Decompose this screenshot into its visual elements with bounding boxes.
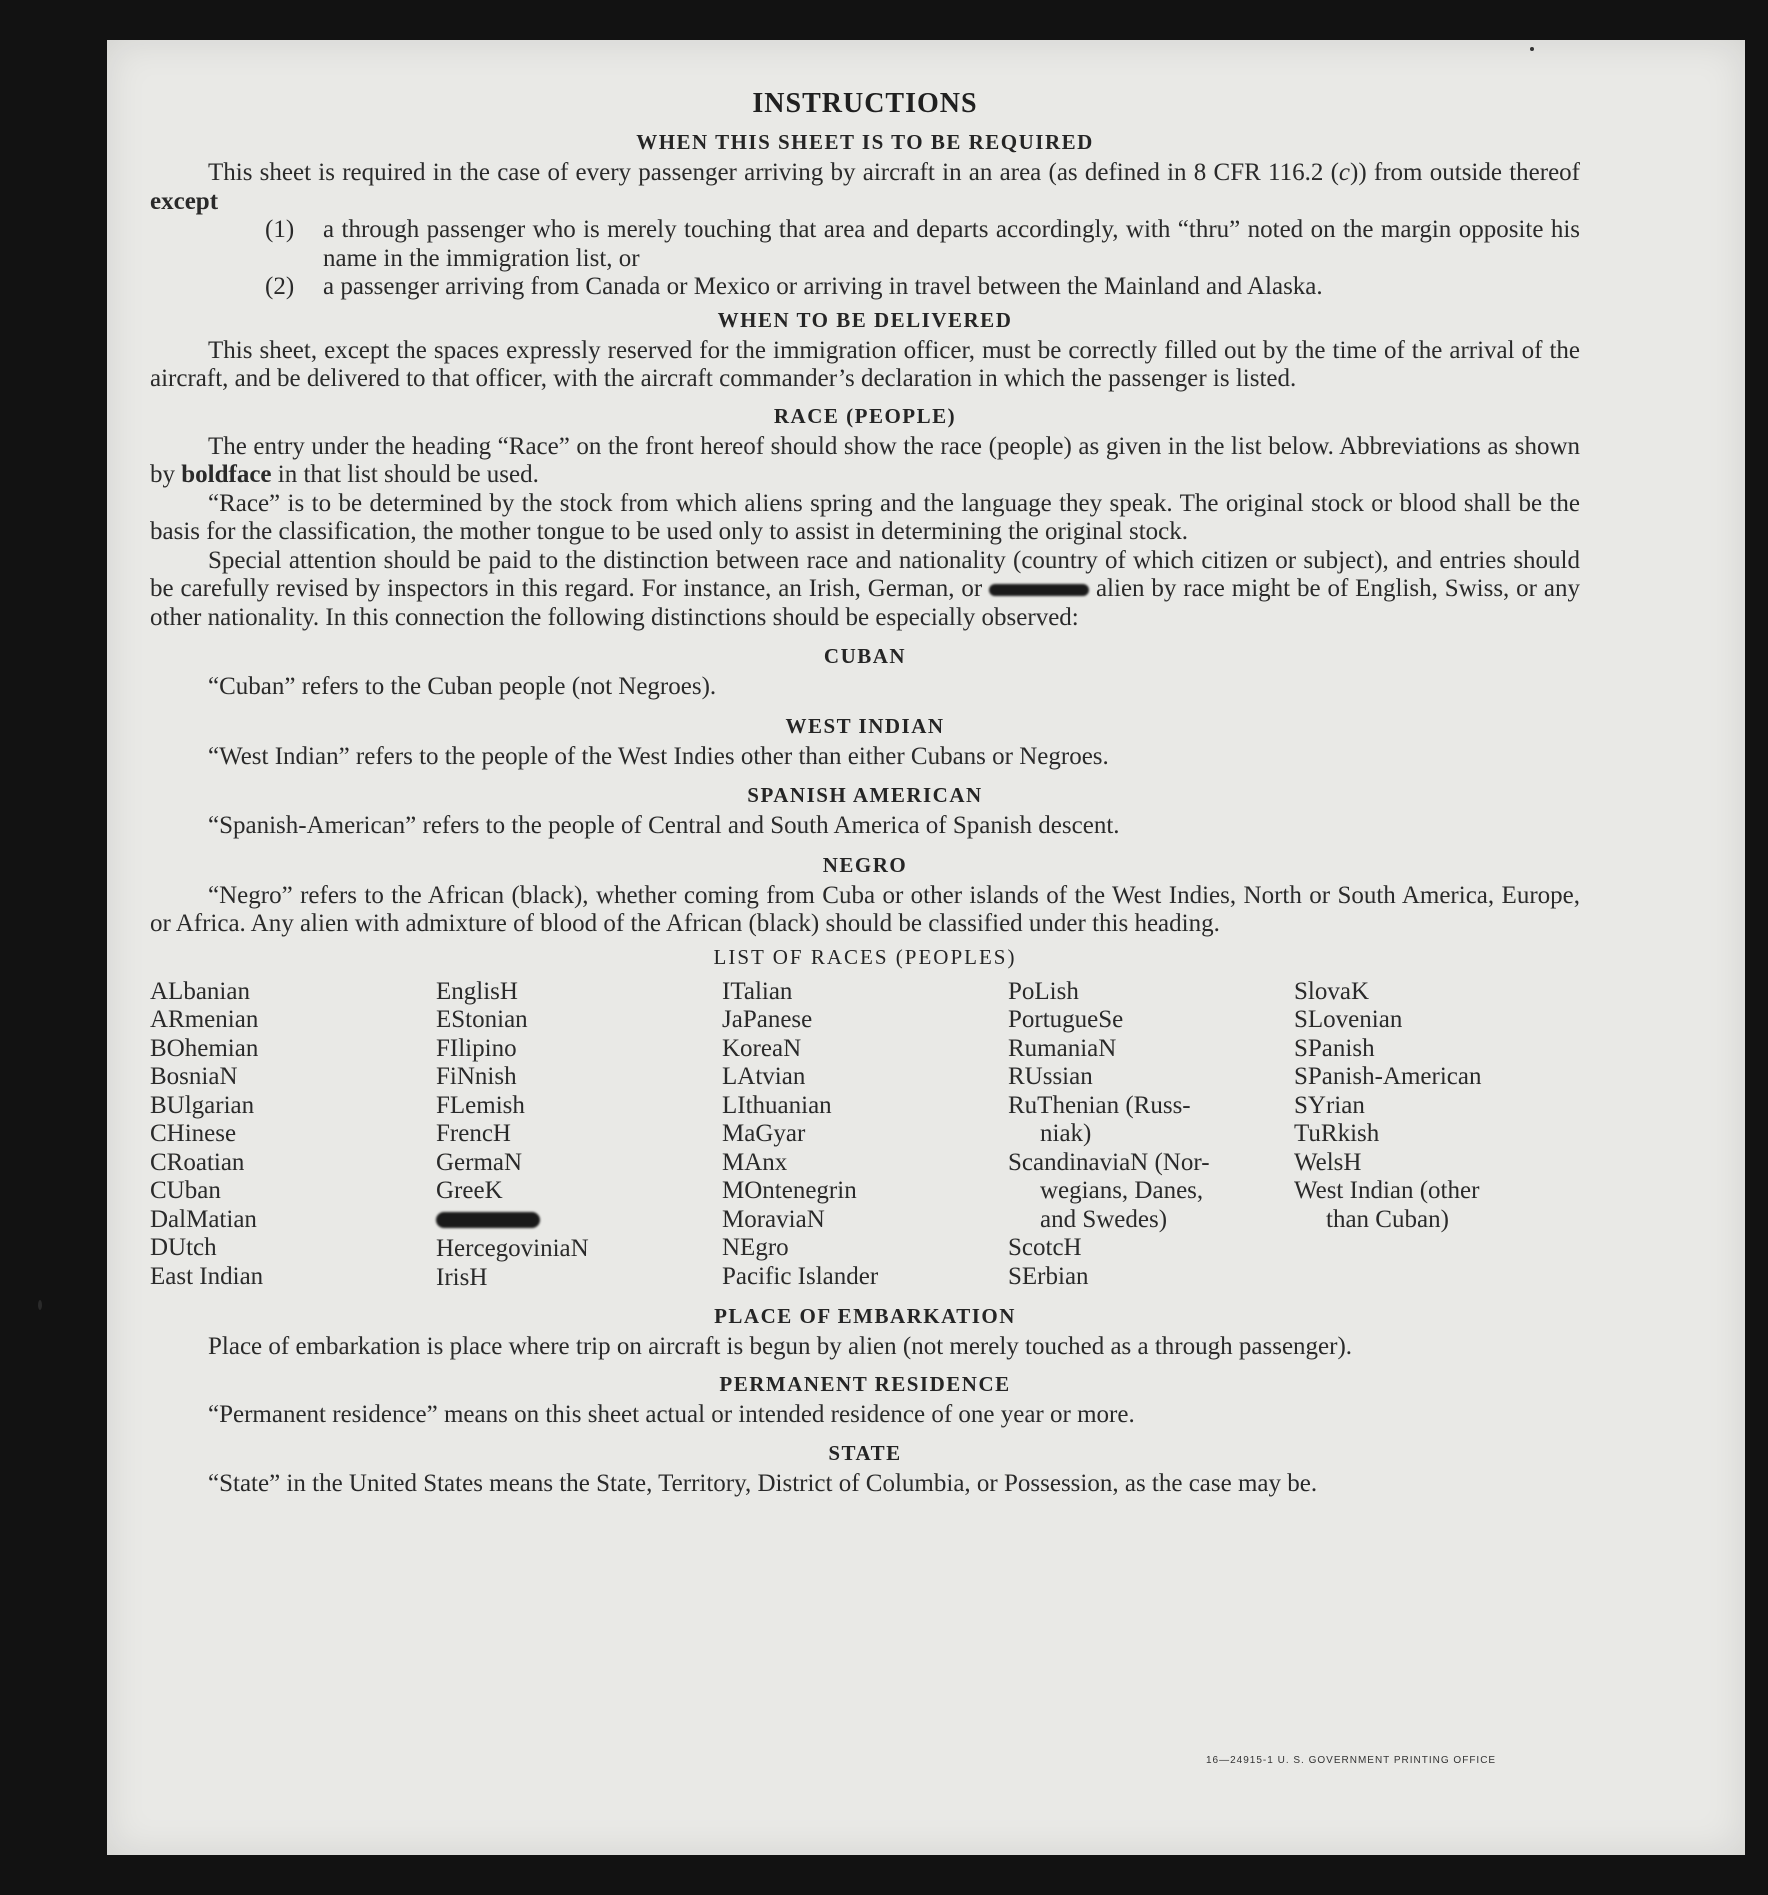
race-entry: SlovaK xyxy=(1294,977,1369,1005)
edge-speck xyxy=(38,1300,42,1310)
heading-spanish-american: SPANISH AMERICAN xyxy=(747,783,983,807)
race-entry: TuRkish xyxy=(1294,1120,1380,1147)
heading-delivered: WHEN TO BE DELIVERED xyxy=(717,307,1013,332)
list-item: (2) a passenger arriving from Canada or Mexico or arriving in travel between the Mainland and Alaska. xyxy=(265,273,1323,300)
race-entry: SPanish xyxy=(1294,1034,1375,1062)
cuban-text: “Cuban” refers to the Cuban people (not Negroes). xyxy=(208,673,717,700)
state-text: “State” in the United States means the State, Territory, District of Columbia, or Possession, as the case may be. xyxy=(208,1470,1318,1497)
race-entry: WelsH xyxy=(1294,1148,1362,1176)
heading-negro: NEGRO xyxy=(822,852,908,877)
race-entry: FiNnish xyxy=(436,1063,517,1090)
redaction-mark xyxy=(436,1212,540,1228)
heading-embarkation: PLACE OF EMBARKATION xyxy=(714,1304,1016,1328)
race-entry: ALbanian xyxy=(150,977,250,1005)
race-entry: IrisH xyxy=(436,1263,488,1291)
race-entry: SErbian xyxy=(1008,1262,1089,1290)
delivered-text: This sheet, except the spaces expressly reserved for the immigration officer, must be correctly filled out by the time of the arrival of the aircraft, and be delivered to that officer, with the aircraft commander’s declaration in which the passenger is listed. xyxy=(150,336,1580,392)
heading-cuban: CUBAN xyxy=(823,644,907,668)
edge-speck xyxy=(1530,47,1534,51)
race-entry: PoLish xyxy=(1008,977,1079,1005)
races-column-5 xyxy=(1294,978,1580,1293)
race-entry: FLemish xyxy=(436,1091,525,1119)
race-entry: MOntenegrin xyxy=(722,1177,857,1204)
race-entry-continued: than Cuban) xyxy=(1326,1205,1449,1233)
race-entry: GreeK xyxy=(436,1177,503,1204)
race-entry: MaGyar xyxy=(722,1120,806,1147)
residence-text: “Permanent residence” means on this sheet actual or intended residence of one year or more. xyxy=(208,1400,1135,1428)
heading-permanent-residence: PERMANENT RESIDENCE xyxy=(719,1371,1011,1396)
race-entry: CHinese xyxy=(150,1120,237,1147)
race-entry: MAnx xyxy=(722,1148,788,1176)
race-entry-continued: niak) xyxy=(1040,1120,1092,1147)
race-entry: Pacific Islander xyxy=(722,1262,879,1290)
race-entry: NEgro xyxy=(722,1234,789,1261)
list-item: (1) a through passenger who is merely touching that area and departs accordingly, with “thru” noted on the margin opposite his name in the immigration list, or xyxy=(265,216,1580,272)
race-paragraph-3: Special attention should be paid to the distinction between race and nationality (country of which citizen or subject), and entries should be carefully revised by inspectors in this regard. For instance, an Irish, German, or alien by race might be of English, Swiss, or any other nationality. In this connection the following distinctions should be especially observed: xyxy=(150,546,1580,631)
race-entry: LAtvian xyxy=(722,1063,806,1090)
race-entry: RUssian xyxy=(1008,1063,1093,1090)
race-paragraph-2: “Race” is to be determined by the stock from which aliens spring and the language they speak. The original stock or blood shall be the basis for the classification, the mother tongue to be used only to assist in determining the original stock. xyxy=(150,489,1580,545)
race-entry: ITalian xyxy=(722,977,793,1005)
race-entry: RumaniaN xyxy=(1008,1034,1117,1062)
race-entry: SLovenian xyxy=(1294,1006,1403,1033)
races-list xyxy=(150,978,1580,1293)
race-entry: East Indian xyxy=(150,1262,264,1290)
race-entry: BOhemian xyxy=(150,1034,259,1062)
race-entry: EStonian xyxy=(436,1006,528,1033)
race-entry: MoraviaN xyxy=(722,1205,825,1233)
race-entry: CUban xyxy=(150,1177,221,1204)
heading-required: WHEN THIS SHEET IS TO BE REQUIRED xyxy=(636,130,1094,154)
spanish-american-text: “Spanish-American” refers to the people of Central and South America of Spanish descent. xyxy=(208,812,1120,839)
heading-west-indian: WEST INDIAN xyxy=(785,713,945,738)
race-entry: West Indian (other xyxy=(1294,1177,1480,1204)
printer-imprint: 16—24915-1 U. S. GOVERNMENT PRINTING OFFICE xyxy=(1206,1755,1497,1766)
races-column-3 xyxy=(722,978,1008,1293)
race-paragraph-1: The entry under the heading “Race” on the front hereof should show the race (people) as given in the list below. Abbreviations as shown by boldface in that list should be used. xyxy=(150,432,1580,488)
race-entry: BUlgarian xyxy=(150,1091,255,1119)
race-entry: DalMatian xyxy=(150,1205,257,1233)
required-intro: This sheet is required in the case of every passenger arriving by aircraft in an area (as defined in 8 CFR 116.2 (c)) from outside thereof except xyxy=(150,159,1580,215)
race-entry: HercegoviniaN xyxy=(436,1235,589,1262)
race-entry: CRoatian xyxy=(150,1148,245,1176)
instructions-content xyxy=(150,88,1580,1499)
race-entry: ScotcH xyxy=(1008,1234,1082,1261)
race-entry-continued: and Swedes) xyxy=(1040,1205,1168,1233)
race-entry: SPanish-American xyxy=(1294,1063,1482,1090)
races-column-2 xyxy=(436,978,722,1293)
race-entry: PortugueSe xyxy=(1008,1006,1124,1033)
race-entry: LIthuanian xyxy=(722,1091,832,1119)
races-column-4 xyxy=(1008,978,1294,1293)
race-entry: GermaN xyxy=(436,1148,523,1176)
race-entry: SYrian xyxy=(1294,1091,1365,1119)
race-entry: ARmenian xyxy=(150,1006,259,1033)
race-entry: RuThenian (Russ- xyxy=(1008,1091,1191,1119)
race-entry: JaPanese xyxy=(722,1006,813,1033)
negro-text: “Negro” refers to the African (black), whether coming from Cuba or other islands of the West Indies, North or South America, Europe, or Africa. Any alien with admixture of blood of the African (black) should be classified under this heading. xyxy=(150,881,1580,937)
race-entry: DUtch xyxy=(150,1234,217,1261)
race-entry: KoreaN xyxy=(722,1034,802,1062)
heading-race: RACE (PEOPLE) xyxy=(773,403,957,428)
heading-list-of-races: LIST OF RACES (PEOPLES) xyxy=(713,944,1017,969)
race-entry: BosniaN xyxy=(150,1063,238,1090)
heading-state: STATE xyxy=(828,1441,902,1465)
page-title: INSTRUCTIONS xyxy=(752,88,978,119)
west-indian-text: “West Indian” refers to the people of the West Indies other than either Cubans or Negroes. xyxy=(208,742,1109,770)
redaction-mark xyxy=(989,584,1089,596)
race-entry: FIlipino xyxy=(436,1034,517,1062)
race-entry-continued: wegians, Danes, xyxy=(1040,1177,1204,1204)
embarkation-text: Place of embarkation is place where trip on aircraft is begun by alien (not merely touched as a through passenger). xyxy=(208,1333,1353,1360)
race-entry: ScandinaviaN (Nor- xyxy=(1008,1148,1210,1176)
race-entry: FrencH xyxy=(436,1120,511,1147)
races-column-1 xyxy=(150,978,436,1293)
race-entry-redacted xyxy=(436,1206,722,1236)
race-entry: EnglisH xyxy=(436,977,518,1005)
